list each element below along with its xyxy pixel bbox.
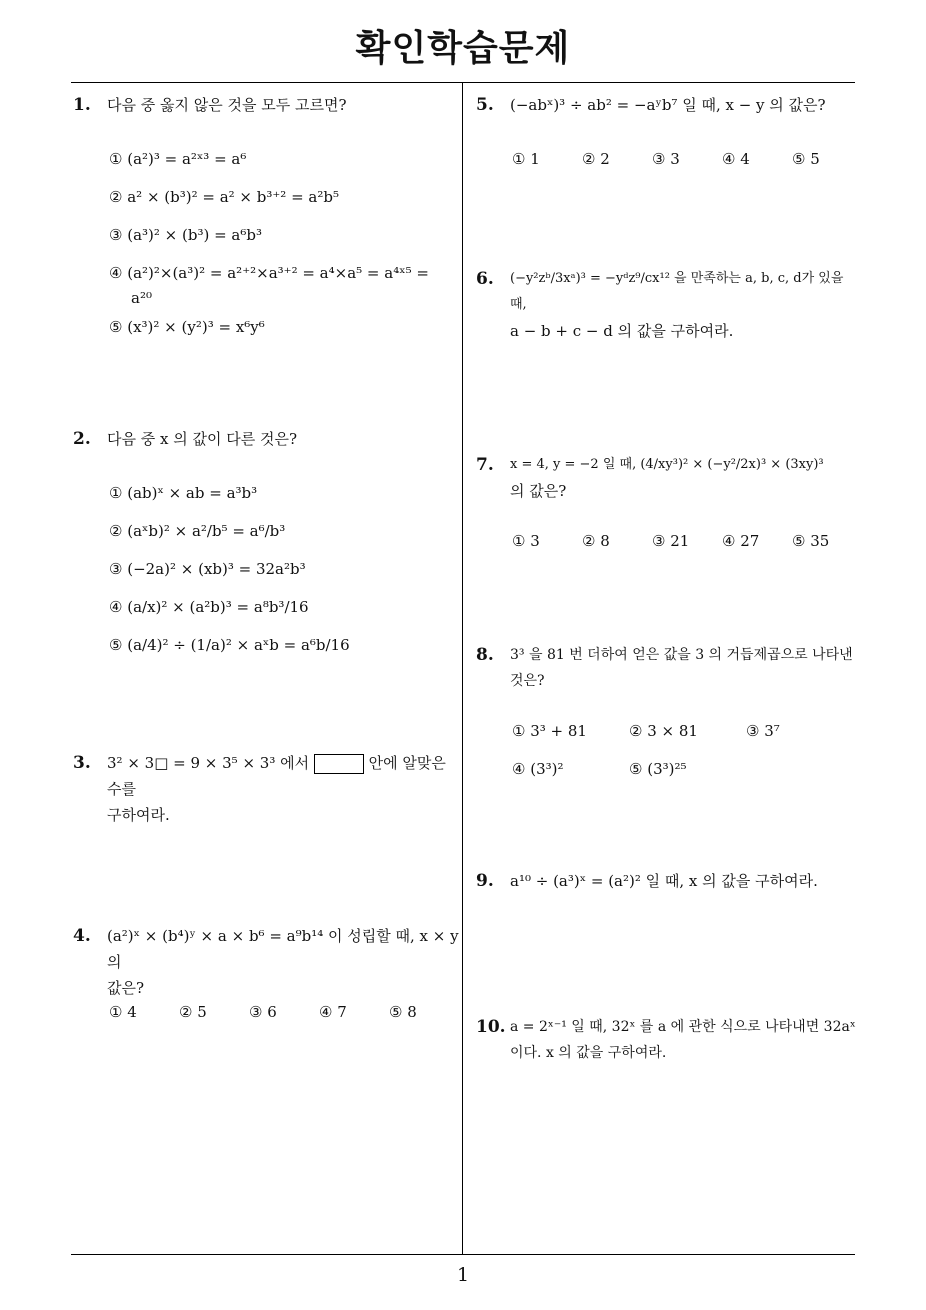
choice-4[interactable]: ④ 27 bbox=[722, 532, 760, 550]
choice-3[interactable]: ③ (−2a)² × (xb)³ = 32a²b³ bbox=[109, 560, 306, 578]
choice-3[interactable]: ③ 21 bbox=[652, 532, 690, 550]
stem-part-b: 의 값은? bbox=[510, 482, 567, 500]
choice-3[interactable]: ③ (a³)² × (b³) = a⁶b³ bbox=[109, 226, 262, 244]
choice-1[interactable]: ① 1 bbox=[512, 150, 540, 168]
problem-number: 8. bbox=[476, 645, 494, 665]
page-number: 1 bbox=[456, 1264, 470, 1286]
problem-number: 10. bbox=[476, 1017, 506, 1037]
choice-4[interactable]: ④ (a²)²×(a³)² = a²⁺²×a³⁺² = a⁴×a⁵ = a⁴ˣ⁵ = bbox=[109, 264, 429, 282]
problem-stem bbox=[510, 266, 862, 346]
choice-5[interactable]: ⑤ (x³)² × (y²)³ = x⁶y⁶ bbox=[109, 318, 265, 336]
page-title: 확인학습문제 bbox=[355, 28, 571, 69]
choice-3[interactable]: ③ 6 bbox=[249, 1003, 277, 1021]
bottom-divider bbox=[71, 1254, 855, 1255]
problem-number: 2. bbox=[73, 429, 91, 449]
problem-1 bbox=[73, 92, 459, 342]
choice-2[interactable]: ② 2 bbox=[582, 150, 610, 168]
column-divider bbox=[462, 83, 463, 1255]
choice-2[interactable]: ② 3 × 81 bbox=[629, 722, 698, 740]
choice-2[interactable]: ② 8 bbox=[582, 532, 610, 550]
choice-1[interactable]: ① 3³ + 81 bbox=[512, 722, 587, 740]
choice-4[interactable]: ④ 4 bbox=[722, 150, 750, 168]
problem-number: 5. bbox=[476, 95, 494, 115]
choice-5[interactable]: ⑤ 5 bbox=[792, 150, 820, 168]
choice-1[interactable]: ① 3 bbox=[512, 532, 540, 550]
stem-part-a: a = 2ˣ⁻¹ 일 때, 32ˣ 를 a 에 관한 식으로 나타내면 32aˣ bbox=[510, 1019, 856, 1035]
problem-9 bbox=[476, 868, 862, 898]
stem-part-a: 3² × 3□ = 9 × 3⁵ × 3³ 에서 bbox=[107, 754, 310, 772]
problem-stem bbox=[107, 923, 459, 1001]
choice-1[interactable]: ① 4 bbox=[109, 1003, 137, 1021]
stem-part-b: 이다. x 의 값을 구하여라. bbox=[510, 1045, 667, 1061]
problem-stem bbox=[510, 642, 862, 694]
stem-part-b: 것은? bbox=[510, 673, 545, 689]
problem-number: 7. bbox=[476, 455, 494, 475]
problem-stem bbox=[510, 452, 862, 506]
choice-1[interactable]: ① (a²)³ = a²ˣ³ = a⁶ bbox=[109, 150, 247, 168]
problem-stem bbox=[510, 1014, 862, 1066]
choice-5[interactable]: ⑤ 35 bbox=[792, 532, 830, 550]
problem-number: 4. bbox=[73, 926, 91, 946]
problem-stem: a¹⁰ ÷ (a³)ˣ = (a²)² 일 때, x 의 값을 구하여라. bbox=[510, 872, 818, 890]
problem-4 bbox=[73, 923, 459, 1033]
problem-stem: 다음 중 x 의 값이 다른 것은? bbox=[107, 430, 298, 448]
choice-1[interactable]: ① (ab)ˣ × ab = a³b³ bbox=[109, 484, 258, 502]
choice-4[interactable]: ④ 7 bbox=[319, 1003, 347, 1021]
problem-7 bbox=[476, 452, 862, 562]
problem-6 bbox=[476, 266, 862, 340]
problem-number: 1. bbox=[73, 95, 91, 115]
problem-number: 9. bbox=[476, 871, 494, 891]
stem-part-a: x = 4, y = −2 일 때, (4/xy³)² × (−y²/2x)³ × (3xy)³ bbox=[510, 457, 824, 472]
choice-5[interactable]: ⑤ (a/4)² ÷ (1/a)² × aˣb = a⁶b/16 bbox=[109, 636, 350, 654]
stem-part-b: 값은? bbox=[107, 979, 145, 997]
stem-part-a: (−y²zᵇ/3xᵃ)³ = −yᵈz⁹/cx¹² 을 만족하는 a, b, c, d가 있을 때, bbox=[510, 271, 844, 312]
problem-2 bbox=[73, 426, 459, 676]
choice-4[interactable]: ④ (3³)² bbox=[512, 760, 564, 778]
problem-number: 6. bbox=[476, 269, 494, 289]
choice-2[interactable]: ② 5 bbox=[179, 1003, 207, 1021]
choice-3[interactable]: ③ 3 bbox=[652, 150, 680, 168]
stem-part-a: (a²)ˣ × (b⁴)ʸ × a × b⁶ = a⁹b¹⁴ 이 성립할 때, x × y 의 bbox=[107, 927, 459, 971]
stem-part-b: a − b + c − d 의 값을 구하여라. bbox=[510, 322, 734, 340]
problem-10 bbox=[476, 1014, 862, 1074]
problem-stem: (−abˣ)³ ÷ ab² = −aʸb⁷ 일 때, x − y 의 값은? bbox=[510, 96, 826, 114]
top-divider bbox=[71, 82, 855, 83]
problem-3 bbox=[73, 750, 459, 824]
choice-5[interactable]: ⑤ 8 bbox=[389, 1003, 417, 1021]
problem-8 bbox=[476, 642, 862, 782]
answer-blank bbox=[314, 754, 364, 774]
choice-4[interactable]: ④ (a/x)² × (a²b)³ = a⁸b³/16 bbox=[109, 598, 309, 616]
problem-5 bbox=[476, 92, 862, 182]
choice-4-continued: a²⁰ bbox=[131, 289, 152, 307]
stem-part-a: 3³ 을 81 번 더하여 얻은 값을 3 의 거듭제곱으로 나타낸 bbox=[510, 647, 853, 663]
stem-part-b: 안에 알맞은 수를 bbox=[107, 754, 446, 798]
problem-stem bbox=[107, 750, 459, 828]
problem-stem: 다음 중 옳지 않은 것을 모두 고르면? bbox=[107, 96, 347, 114]
choice-2[interactable]: ② a² × (b³)² = a² × b³⁺² = a²b⁵ bbox=[109, 188, 339, 206]
choice-2[interactable]: ② (aˣb)² × a²/b⁵ = a⁶/b³ bbox=[109, 522, 286, 540]
choice-3[interactable]: ③ 3⁷ bbox=[746, 722, 780, 740]
problem-number: 3. bbox=[73, 753, 91, 773]
stem-part-c: 구하여라. bbox=[107, 806, 170, 824]
choice-5[interactable]: ⑤ (3³)²⁵ bbox=[629, 760, 687, 778]
